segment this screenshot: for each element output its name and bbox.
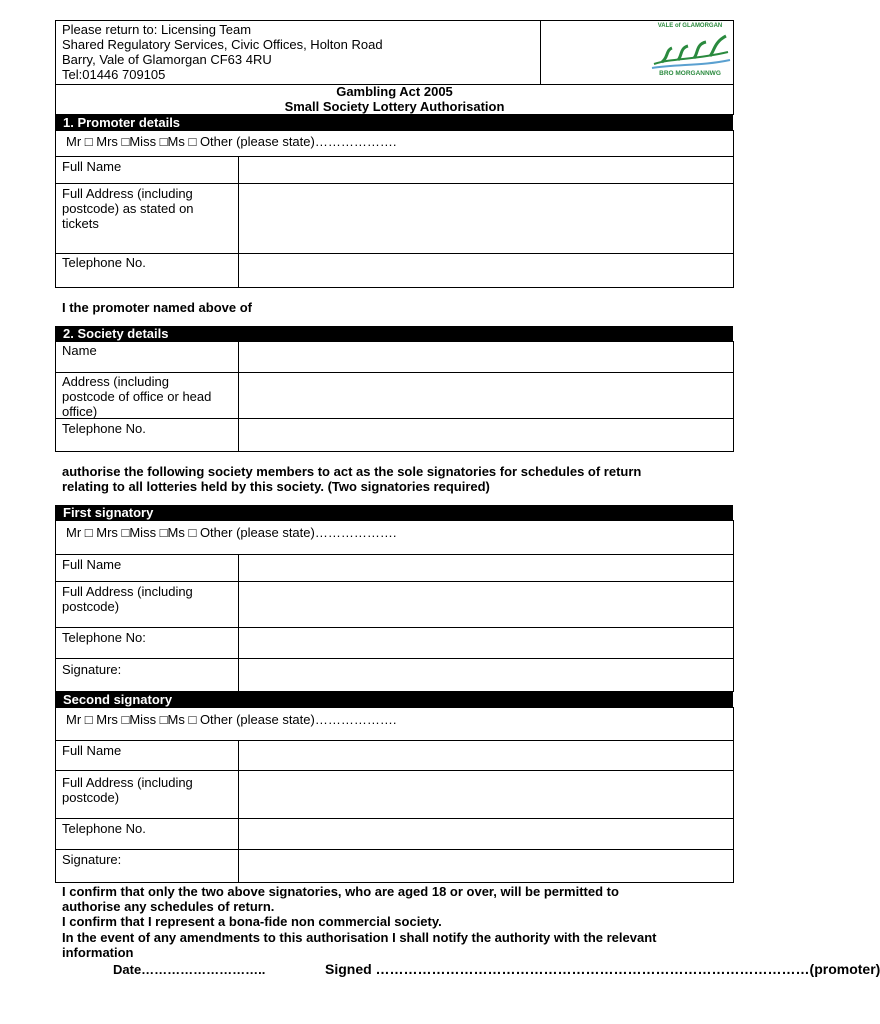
society-address-label-1: Address (including (62, 374, 169, 389)
confirmation-line-4: In the event of any amendments to this authorisation I shall notify the authority with the relevant (62, 930, 657, 945)
confirmation-line-1: I confirm that only the two above signatories, who are aged 18 or over, will be permitted to (62, 884, 619, 899)
logo-wave-icon (648, 30, 732, 70)
logo-top-text: VALE of GLAMORGAN (657, 23, 723, 29)
return-address-line-4: Tel:01446 709105 (62, 67, 166, 82)
second-signatory-heading: Second signatory (55, 692, 733, 707)
second-signatory-address-label-1: Full Address (including (62, 775, 193, 790)
second-signatory-full-name-field[interactable] (239, 741, 733, 770)
promoter-details-heading: 1. Promoter details (55, 115, 733, 130)
council-logo (648, 22, 732, 80)
promoter-address-label-3: tickets (62, 216, 99, 231)
society-address-label-2: postcode of office or head (62, 389, 212, 404)
second-signatory-address-label-2: postcode) (62, 790, 120, 805)
second-signatory-full-name-label: Full Name (62, 743, 122, 758)
second-signatory-signature-label: Signature: (62, 852, 122, 867)
society-name-field[interactable] (239, 342, 733, 372)
first-signatory-signature-field[interactable] (239, 659, 733, 691)
first-signatory-address-label-1: Full Address (including (62, 584, 193, 599)
first-signatory-title-options[interactable]: Mr □ Mrs □Miss □Ms □ Other (please state)………………. (66, 525, 397, 540)
society-telephone-field[interactable] (239, 419, 733, 451)
second-signatory-title-options[interactable]: Mr □ Mrs □Miss □Ms □ Other (please state)………………. (66, 712, 397, 727)
form-title: Small Society Lottery Authorisation (284, 99, 505, 114)
first-signatory-telephone-field[interactable] (239, 628, 733, 658)
promoter-full-name-field[interactable] (239, 157, 733, 183)
promoter-statement: I the promoter named above of (62, 300, 252, 315)
promoter-address-label-1: Full Address (including (62, 186, 193, 201)
promoter-address-label-2: postcode) as stated on (62, 201, 194, 216)
first-signatory-signature-label: Signature: (62, 662, 122, 677)
second-signatory-telephone-label: Telephone No. (62, 821, 146, 836)
confirmation-line-5: information (62, 945, 134, 960)
society-telephone-label: Telephone No. (62, 421, 146, 436)
first-signatory-address-label-2: postcode) (62, 599, 120, 614)
authorise-statement-line-2: relating to all lotteries held by this society. (Two signatories required) (62, 479, 490, 494)
promoter-telephone-label: Telephone No. (62, 255, 146, 270)
return-address-line-3: Barry, Vale of Glamorgan CF63 4RU (62, 52, 272, 67)
signed-promoter-field[interactable]: Signed …………………………………………………………………………………(promoter) (325, 961, 880, 977)
society-address-label-3: office) (62, 404, 98, 419)
authorise-statement-line-1: authorise the following society members to act as the sole signatories for schedules of return (62, 464, 642, 479)
second-signatory-address-field[interactable] (239, 771, 733, 818)
promoter-address-field[interactable] (239, 184, 733, 253)
logo-bottom-text: BRO MORGANNWG (659, 70, 721, 77)
second-signatory-signature-field[interactable] (239, 850, 733, 882)
date-field[interactable]: Date……………………….. (113, 962, 266, 977)
promoter-title-options[interactable]: Mr □ Mrs □Miss □Ms □ Other (please state)………………. (66, 134, 397, 149)
return-address-line-2: Shared Regulatory Services, Civic Offices, Holton Road (62, 37, 383, 52)
confirmation-line-2: authorise any schedules of return. (62, 899, 275, 914)
promoter-telephone-field[interactable] (239, 254, 733, 287)
first-signatory-full-name-field[interactable] (239, 555, 733, 581)
first-signatory-full-name-label: Full Name (62, 557, 122, 572)
promoter-full-name-label: Full Name (62, 159, 122, 174)
society-name-label: Name (62, 343, 97, 358)
first-signatory-address-field[interactable] (239, 582, 733, 627)
first-signatory-heading: First signatory (55, 505, 733, 520)
second-signatory-telephone-field[interactable] (239, 819, 733, 849)
society-details-heading: 2. Society details (55, 326, 733, 341)
act-title: Gambling Act 2005 (336, 84, 453, 99)
return-address-line-1: Please return to: Licensing Team (62, 22, 252, 37)
society-address-field[interactable] (239, 373, 733, 418)
first-signatory-telephone-label: Telephone No: (62, 630, 146, 645)
confirmation-line-3: I confirm that I represent a bona-fide non commercial society. (62, 914, 442, 929)
header-divider (540, 20, 541, 84)
